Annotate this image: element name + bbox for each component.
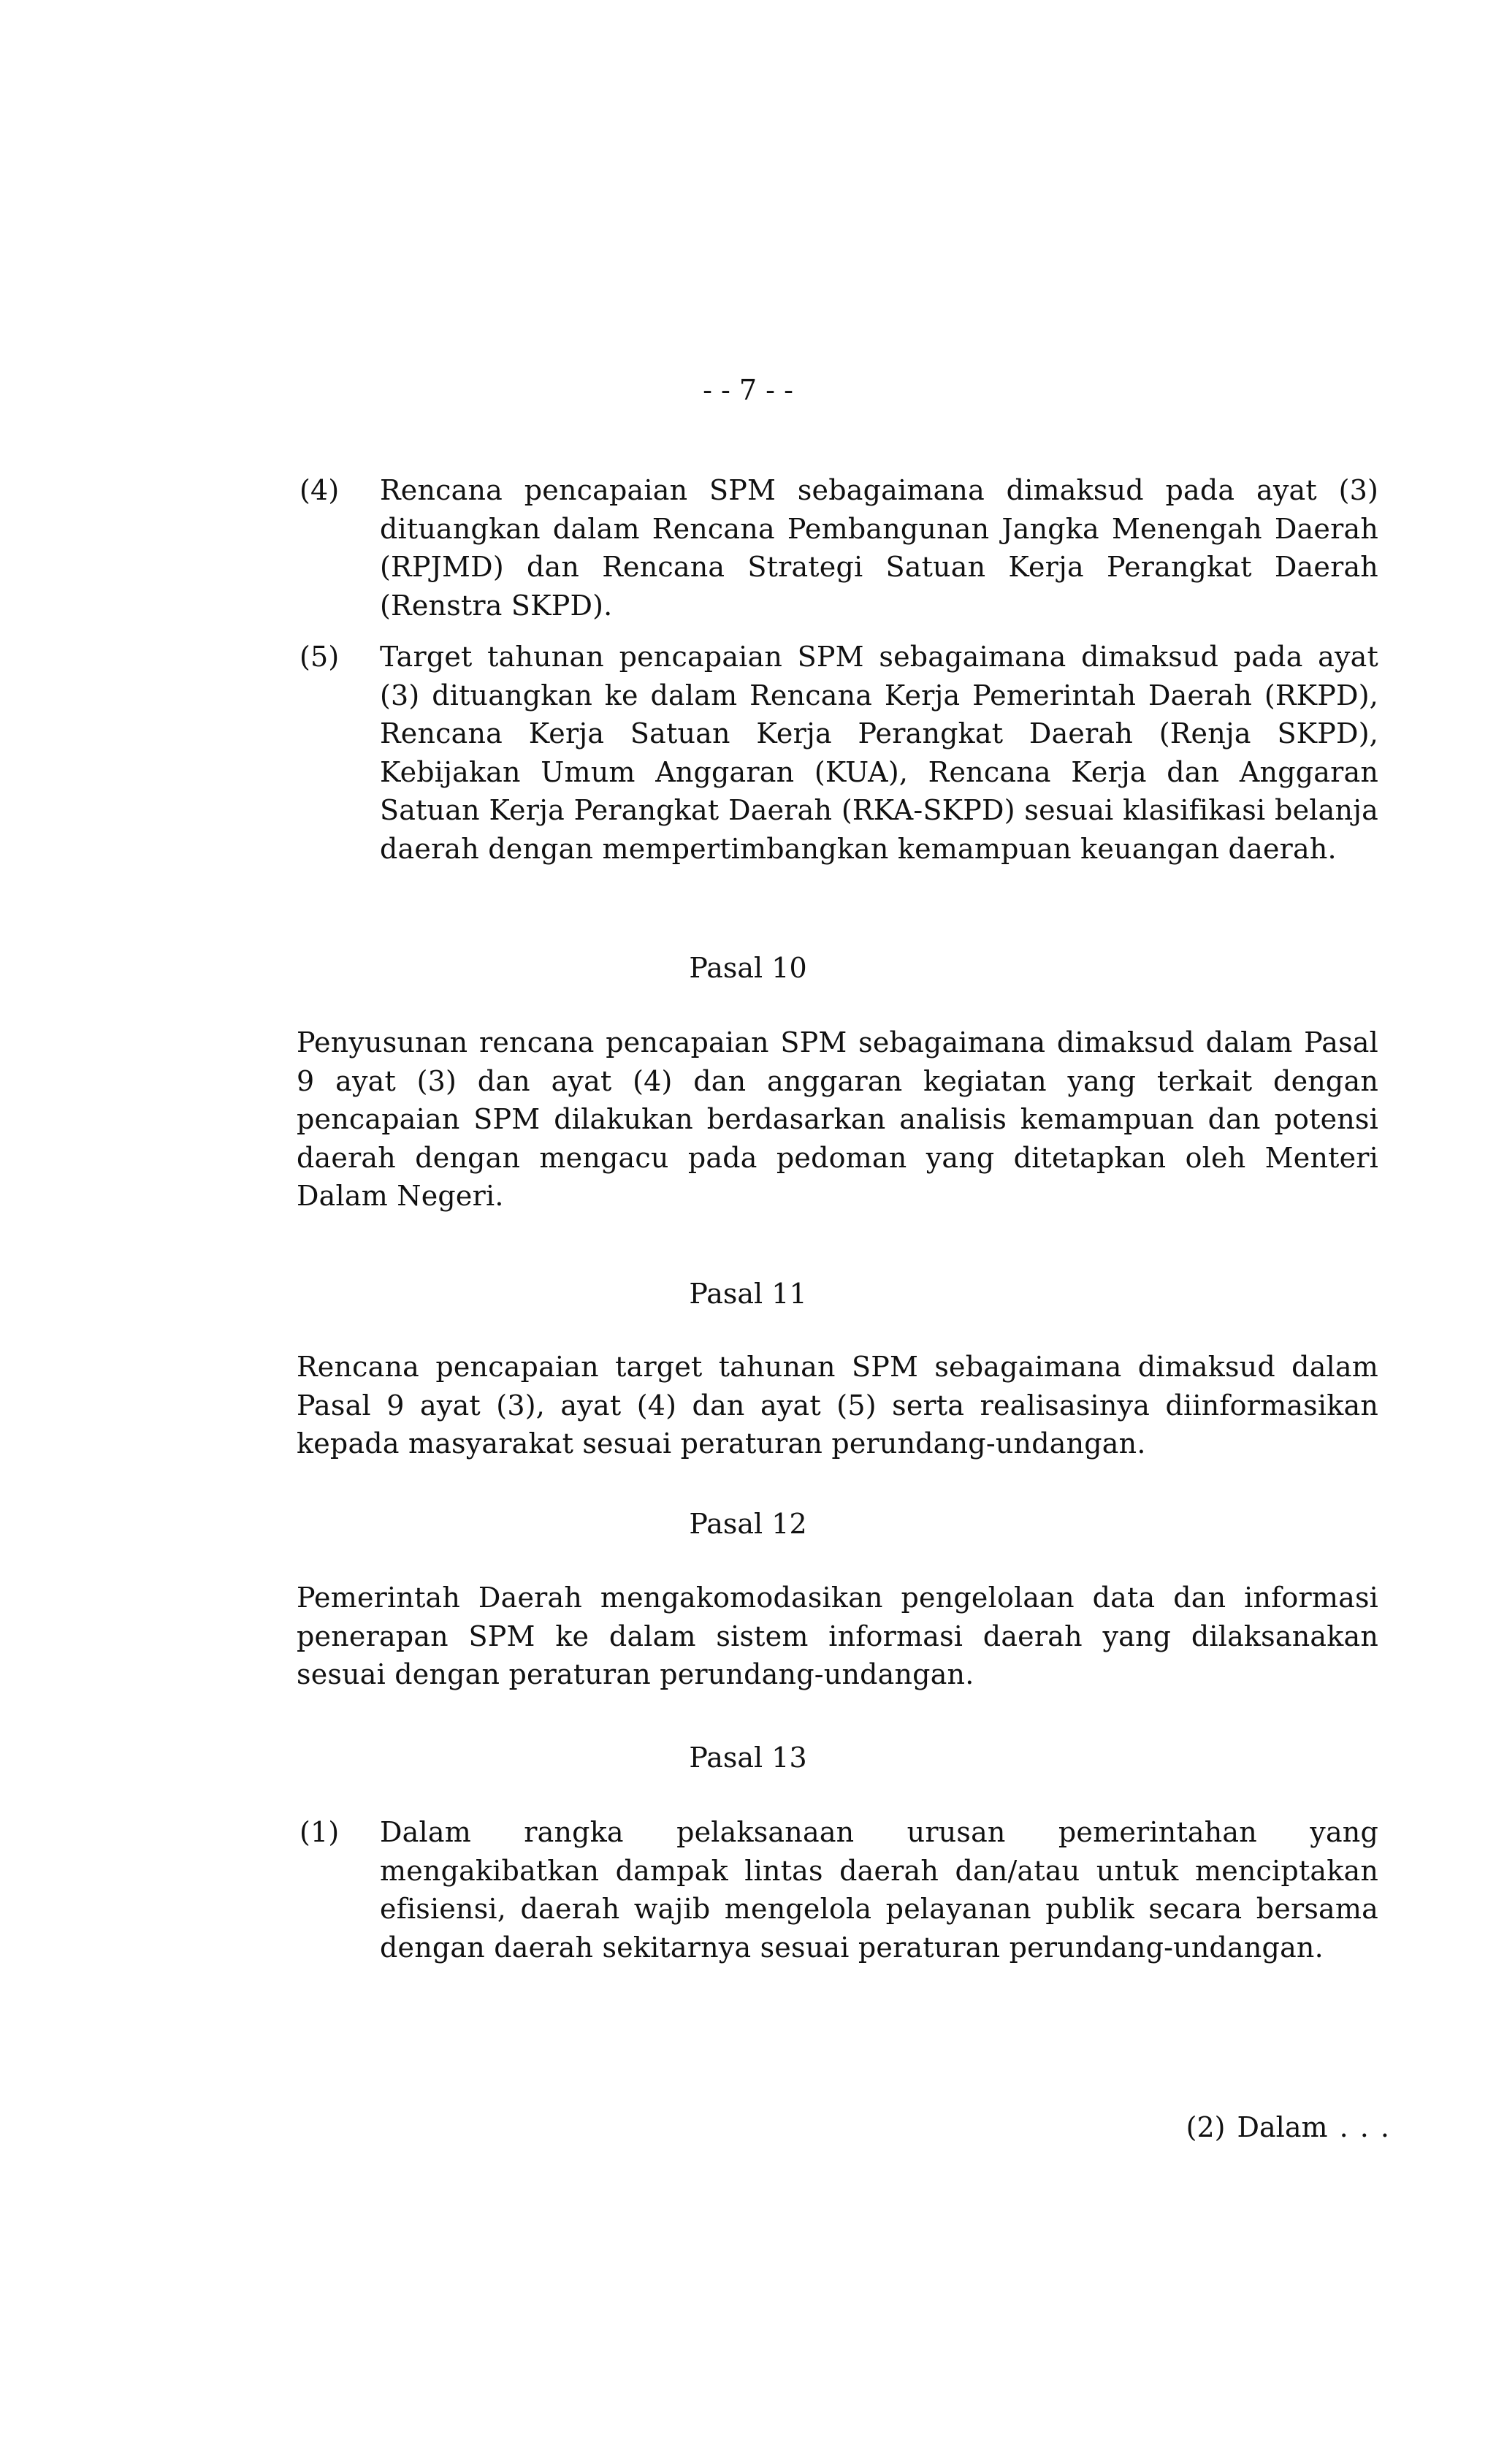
ayat-number: (1) bbox=[299, 1816, 340, 1848]
ayat-number: (4) bbox=[299, 474, 340, 506]
pasal9-ayat-4 bbox=[299, 471, 1378, 625]
pasal13-ayat-1 bbox=[299, 1813, 1378, 1967]
pasal-13-heading: Pasal 13 bbox=[689, 1742, 807, 1774]
pasal-11-heading: Pasal 11 bbox=[689, 1278, 807, 1310]
pasal9-ayat-5 bbox=[299, 638, 1378, 868]
pasal-12-text: Pemerintah Daerah mengakomodasikan pengelolaan data dan informasi penerapan SPM ke dalam sistem informasi daerah yang dilaksanakan sesuai dengan peraturan perundang-undangan. bbox=[297, 1582, 1378, 1690]
pasal-10-heading: Pasal 10 bbox=[689, 952, 807, 984]
pasal-12-heading: Pasal 12 bbox=[689, 1508, 807, 1540]
ayat-text: Target tahunan pencapaian SPM sebagaimana dimaksud pada ayat (3) dituangkan ke dalam Rencana Kerja Pemerintah Daerah (RKPD), Rencana Kerja Satuan Kerja Perangkat Daerah (Renja SKPD), Kebijakan Umum Anggaran (KUA), Rencana Kerja dan Anggaran Satuan Kerja Perangkat Daerah (RKA-SKPD) sesuai klasifikasi belanja daerah dengan mempertimbangkan kemampuan keuangan daerah. bbox=[380, 641, 1378, 865]
page-number: - - 7 - - bbox=[703, 374, 793, 406]
pasal-11-text: Rencana pencapaian target tahunan SPM sebagaimana dimaksud dalam Pasal 9 ayat (3), ayat (4) dan ayat (5) serta realisasinya diinformasikan kepada masyarakat sesuai peraturan perundang-undangan. bbox=[297, 1351, 1378, 1460]
continuation-reference: (2) Dalam . . . bbox=[1186, 2111, 1389, 2143]
ayat-text: Dalam rangka pelaksanaan urusan pemerintahan yang mengakibatkan dampak lintas daerah dan/atau untuk menciptakan efisiensi, daerah wajib mengelola pelayanan publik secara bersama dengan daerah sekitarnya sesuai peraturan perundang-undangan. bbox=[380, 1816, 1378, 1964]
ayat-number: (5) bbox=[299, 641, 340, 673]
ayat-text: Rencana pencapaian SPM sebagaimana dimaksud pada ayat (3) dituangkan dalam Rencana Pembangunan Jangka Menengah Daerah (RPJMD) dan Rencana Strategi Satuan Kerja Perangkat Daerah (Renstra SKPD). bbox=[380, 474, 1378, 622]
pasal-10-text: Penyusunan rencana pencapaian SPM sebagaimana dimaksud dalam Pasal 9 ayat (3) dan ayat (4) dan anggaran kegiatan yang terkait dengan pencapaian SPM dilakukan berdasarkan analisis kemampuan dan potensi daerah dengan mengacu pada pedoman yang ditetapkan oleh Menteri Dalam Negeri. bbox=[297, 1026, 1378, 1212]
